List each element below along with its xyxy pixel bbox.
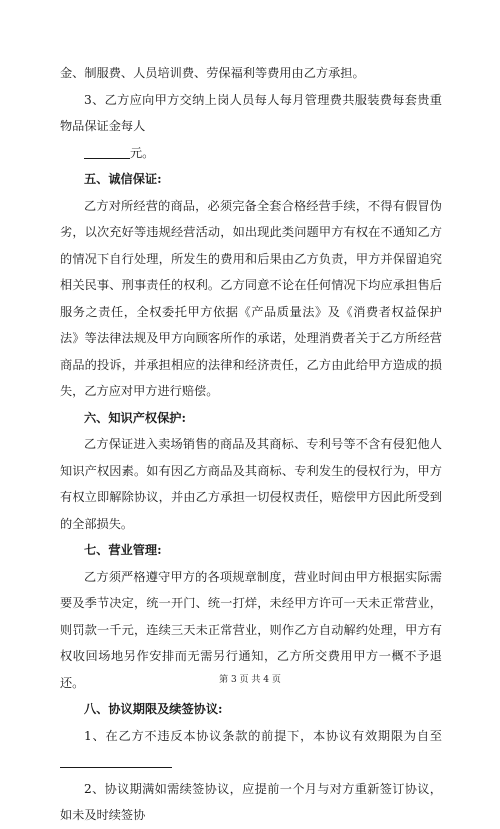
amount-blank <box>84 144 130 159</box>
page-content <box>60 60 442 829</box>
section-heading-ip: 六、知识产权保护: <box>84 410 186 425</box>
amount-suffix: 元。 <box>130 145 155 160</box>
section-heading-integrity: 五、诚信保证: <box>84 172 162 186</box>
date-blank <box>60 753 172 768</box>
paragraph-fees-continued: 金、制服费、人员培训费、劳保福利等费用由乙方承担。 <box>60 66 365 80</box>
paragraph-ip: 乙方保证进入卖场销售的商品及其商标、专利号等不含有侵犯他人知识产权因素。如有因乙方商品及其商标、专利发生的侵权行为，甲方有权立即解除协议，并由乙方承担一切侵权责任，赔偿甲方因此所受到的全部损失。 <box>60 437 442 531</box>
paragraph-term <box>60 723 442 776</box>
section-heading-term: 八、协议期限及续签协议: <box>84 702 223 716</box>
management-fee-text: 3、乙方应向甲方交纳上岗人员每人每月管理费共服装费每套贵重物品保证金每人 <box>60 92 442 133</box>
paragraph-operations: 乙方须严格遵守甲方的各项规章制度，营业时间由甲方根据实际需要及季节决定，统一开门、统一打烊，未经甲方许可一天未正常营业，则罚款一千元，连续三天未正常营业，则作乙方自动解约处理，甲方有权收回场地另作安排而无需另行通知，乙方所交费用甲方一概不予退还。 <box>60 569 442 690</box>
paragraph-renewal: 2、协议期满如需续签协议，应提前一个月与对方重新签订协议，如未及时续签协 <box>60 781 442 822</box>
page-number-footer: 第 3 页 共 4 页 <box>219 675 281 685</box>
paragraph-management-fee <box>60 87 442 167</box>
section-heading-operations: 七、营业管理: <box>84 543 162 557</box>
paragraph-integrity: 乙方对所经营的商品，必须完备全套合格经营手续，不得有假冒伪劣，以次充好等违规经营活动，如出现此类问题甲方有权在不通知乙方的情况下自行处理，所发生的费用和后果由乙方负责，甲方并保留追究相关民事、刑事责任的权利。乙方同意不论在任何情况下均应承担售后服务之责任，全权委托甲方依据《产品质量法》及《消费者权益保护法》等法律法规及甲方向顾客所作的承诺，处理消费者关于乙方所经营商品的投诉，并承担相应的法律和经济责任，乙方由此给甲方造成的损失，乙方应对甲方进行赔偿。 <box>60 198 442 398</box>
term-text: 1、在乙方不违反本协议条款的前提下，本协议有效期限为自至 <box>84 728 442 743</box>
